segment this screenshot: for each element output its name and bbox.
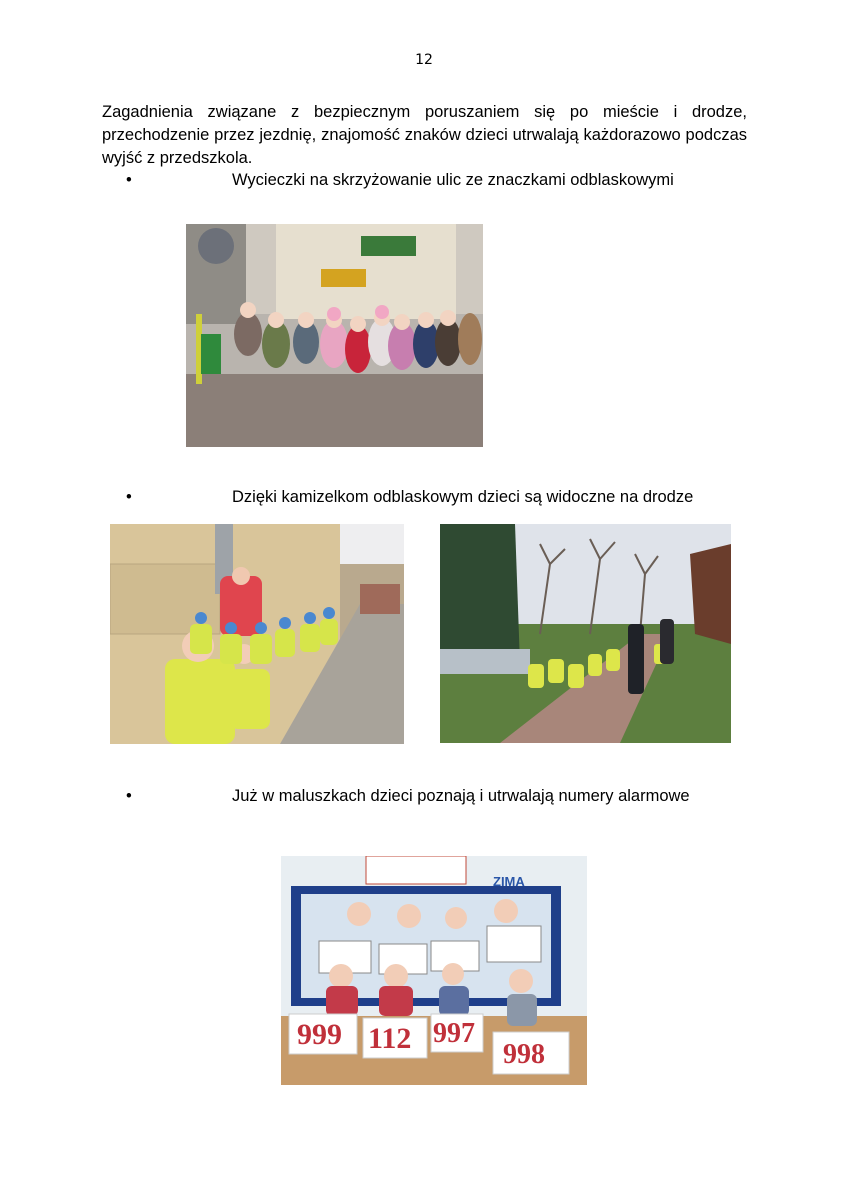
intro-paragraph: Zagadnienia związane z bezpiecznym poruszaniem się po mieście i drodze, przechodzenie przez jezdnię, znajomość znaków dzieci utrwalają każdorazowo podczas wyjść z przedszkola. <box>102 103 747 167</box>
bullet-text: Dzięki kamizelkom odblaskowym dzieci są widoczne na drodze <box>232 488 694 506</box>
emergency-card-999: 999 <box>297 1018 342 1051</box>
photo-emergency-numbers <box>281 856 587 1085</box>
photo-park-path <box>440 524 731 743</box>
zima-sign: ZIMA <box>493 874 525 889</box>
page-number: 12 <box>415 52 433 68</box>
bullet-marker: • <box>126 787 132 805</box>
bullet-text: Wycieczki na skrzyżowanie ulic ze znaczkami odblaskowymi <box>232 171 674 189</box>
emergency-card-998: 998 <box>503 1039 545 1070</box>
emergency-card-112: 112 <box>368 1022 412 1055</box>
photo-sidewalk-vests <box>110 524 404 744</box>
bullet-marker: • <box>126 171 132 189</box>
emergency-card-997: 997 <box>433 1018 475 1049</box>
bullet-marker: • <box>126 488 132 506</box>
bullet-text: Już w maluszkach dzieci poznają i utrwalają numery alarmowe <box>232 787 690 805</box>
photo-street-crossing <box>186 224 483 447</box>
